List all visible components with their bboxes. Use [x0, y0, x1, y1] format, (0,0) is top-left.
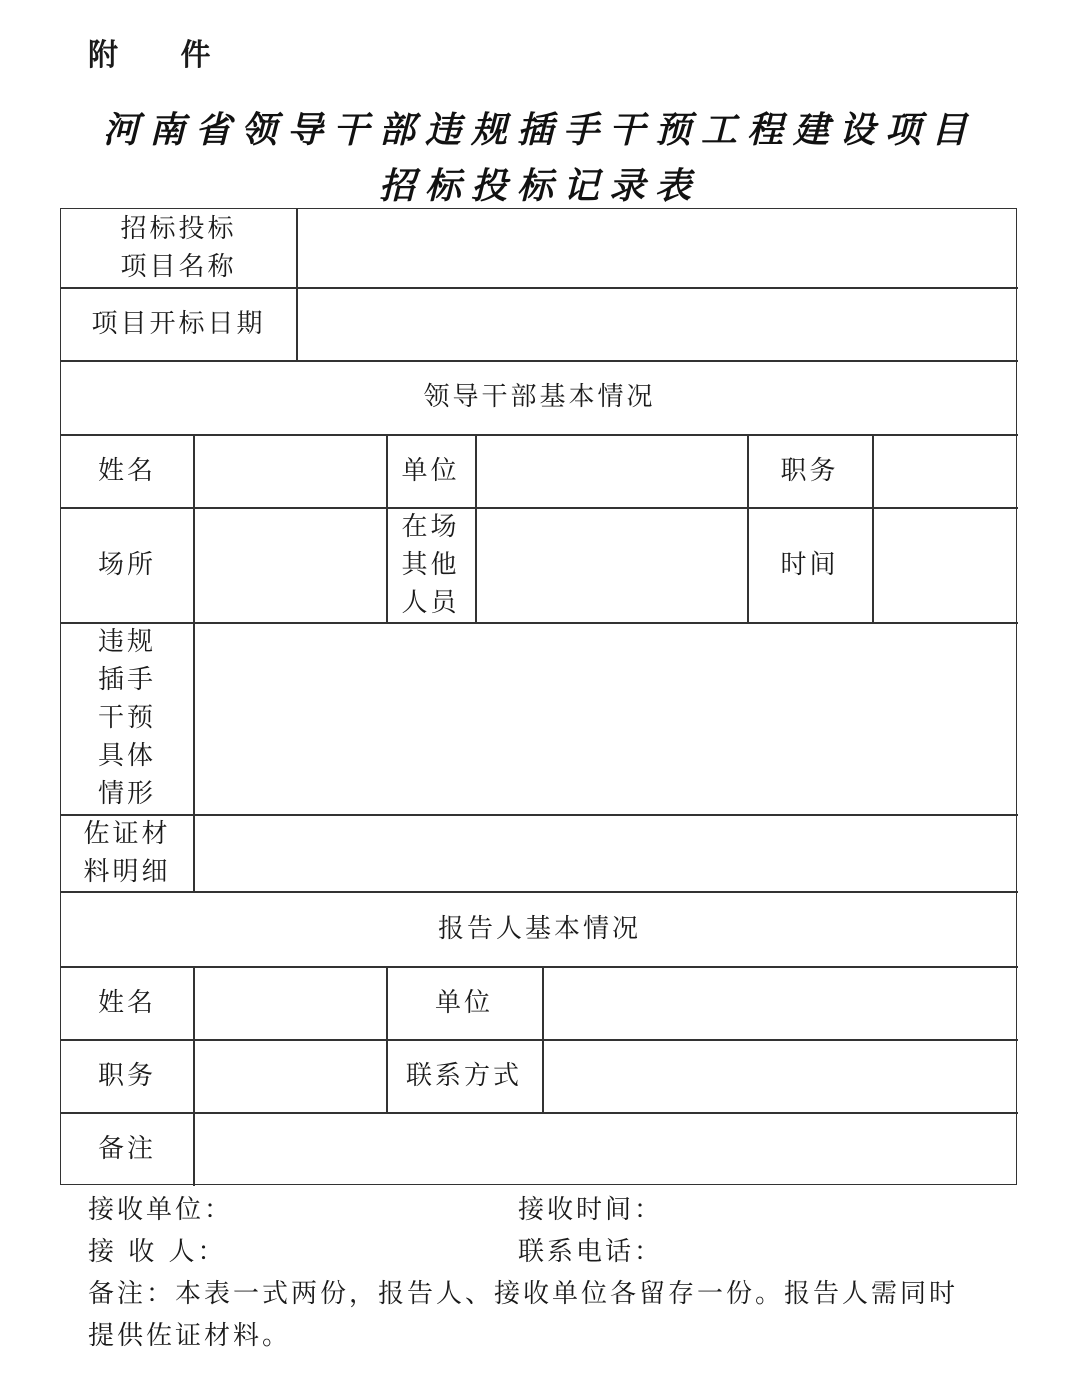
reporter-unit-field[interactable] — [543, 966, 1017, 1039]
receiving-time-label: 接收时间： — [518, 1195, 664, 1225]
opening-date-label: 项目开标日期 — [91, 308, 266, 339]
reporter-name-field[interactable] — [194, 966, 386, 1039]
attachment-label: 附 件 — [88, 38, 237, 73]
leader-name-label: 姓名 — [97, 455, 156, 486]
contact-method-field[interactable] — [543, 1039, 1017, 1112]
time-field[interactable] — [873, 507, 1017, 622]
leader-unit-label: 单位 — [401, 455, 460, 486]
others-present-field[interactable] — [476, 507, 747, 622]
evidence-label: 佐证材 料明细 — [83, 818, 171, 887]
evidence-field[interactable] — [194, 814, 1017, 891]
place-label: 场所 — [97, 549, 156, 580]
reporter-position-field[interactable] — [194, 1039, 386, 1112]
violation-details-field[interactable] — [194, 622, 1017, 814]
contact-method-label: 联系方式 — [405, 1060, 522, 1091]
others-present-label: 在场 其他 人员 — [401, 511, 460, 618]
project-name-label: 招标投标 项目名称 — [120, 214, 237, 282]
place-field[interactable] — [194, 507, 386, 622]
form-title-line1: 河南省领导干部违规插手干预工程建设项目 — [102, 110, 977, 151]
leader-name-field[interactable] — [194, 434, 386, 507]
reporter-position-label: 职务 — [97, 1060, 156, 1091]
leader-section-heading: 领导干部基本情况 — [423, 382, 656, 412]
time-label: 时间 — [780, 549, 839, 580]
reporter-section-heading: 报告人基本情况 — [437, 913, 641, 944]
receiving-unit-label: 接收单位： — [88, 1195, 234, 1225]
remarks-label: 备注 — [97, 1133, 156, 1164]
remarks-field[interactable] — [194, 1112, 1017, 1185]
note-line-1: 备注：本表一式两份，报告人、接收单位各留存一份。报告人需同时 — [88, 1279, 959, 1309]
contact-phone-label: 联系电话： — [518, 1237, 664, 1267]
leader-position-field[interactable] — [873, 434, 1017, 507]
violation-details-label: 违规 插手 干预 具体 情形 — [97, 627, 156, 809]
record-form-table — [60, 208, 1017, 1185]
form-title-line2: 招标投标记录表 — [378, 166, 701, 207]
note-line-2: 提供佐证材料。 — [88, 1321, 292, 1351]
receiver-label: 接 收 人： — [88, 1237, 227, 1267]
leader-unit-field[interactable] — [476, 434, 747, 507]
opening-date-field[interactable] — [297, 287, 1017, 360]
reporter-name-label: 姓名 — [97, 987, 156, 1018]
project-name-field[interactable] — [297, 209, 1017, 287]
leader-position-label: 职务 — [780, 455, 839, 486]
reporter-unit-label: 单位 — [434, 987, 493, 1018]
